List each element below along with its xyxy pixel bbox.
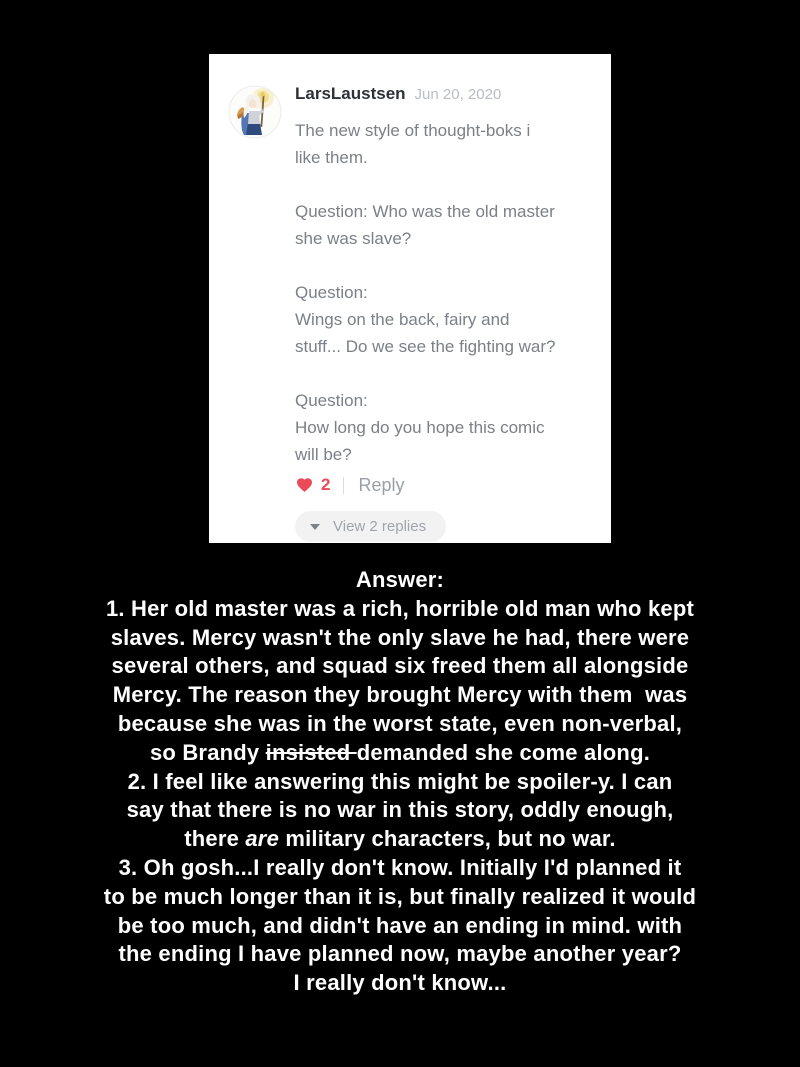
- answer-line: slaves. Mercy wasn't the only slave he had, there were: [110, 624, 690, 650]
- answer-line: several others, and squad six freed them all alongside: [111, 653, 689, 679]
- answer-line: there are military characters, but no war.: [184, 826, 616, 852]
- heart-icon: [295, 476, 314, 494]
- comment-actions: [295, 474, 607, 496]
- comment-card: [209, 54, 611, 543]
- comment-content: [295, 84, 607, 542]
- comment-paragraph: Question: How long do you hope this comic will be?: [295, 391, 545, 464]
- comment-paragraph: Question: Wings on the back, fairy and stuff... Do we see the fighting war?: [295, 283, 556, 356]
- answer-line: 3. Oh gosh...I really don't know. Initially I'd planned it: [118, 854, 682, 880]
- answer-line: be too much, and didn't have an ending in mind. with: [117, 912, 683, 938]
- avatar[interactable]: [228, 85, 282, 139]
- view-replies-label: View 2 replies: [333, 518, 427, 535]
- comment-paragraph: The new style of thought-boks i like them.: [295, 121, 531, 167]
- answer-line: because she was in the worst state, even non-verbal,: [117, 710, 683, 736]
- answer-line: I really don't know...: [293, 970, 507, 996]
- caret-down-icon: [310, 524, 320, 530]
- view-replies-button[interactable]: [295, 511, 446, 542]
- username[interactable]: LarsLaustsen: [295, 84, 406, 103]
- comment-body-text: [295, 117, 607, 468]
- reply-button[interactable]: Reply: [358, 474, 405, 495]
- comment-paragraph: Question: Who was the old master she was slave?: [295, 202, 555, 248]
- answer-line: the ending I have planned now, maybe another year?: [118, 941, 682, 967]
- answer-line: 1. Her old master was a rich, horrible old man who kept: [105, 595, 695, 621]
- like-count: 2: [321, 475, 331, 494]
- answer-line: to be much longer than it is, but finally realized it would: [103, 883, 697, 909]
- answer-line: say that there is no war in this story, oddly enough,: [126, 797, 674, 823]
- answer-text-block: [0, 566, 800, 998]
- answer-line: Answer:: [355, 567, 445, 592]
- like-button[interactable]: [295, 475, 330, 495]
- comment-date: Jun 20, 2020: [414, 86, 502, 103]
- actions-divider: [343, 477, 344, 494]
- answer-line: 2. I feel like answering this might be spoiler-y. I can: [127, 768, 673, 794]
- comment-header: [295, 84, 607, 110]
- answer-line: Mercy. The reason they brought Mercy with them was: [112, 682, 688, 708]
- avatar-illustration-icon: [228, 85, 282, 139]
- answer-line: so Brandy insisted demanded she come along.: [149, 739, 651, 765]
